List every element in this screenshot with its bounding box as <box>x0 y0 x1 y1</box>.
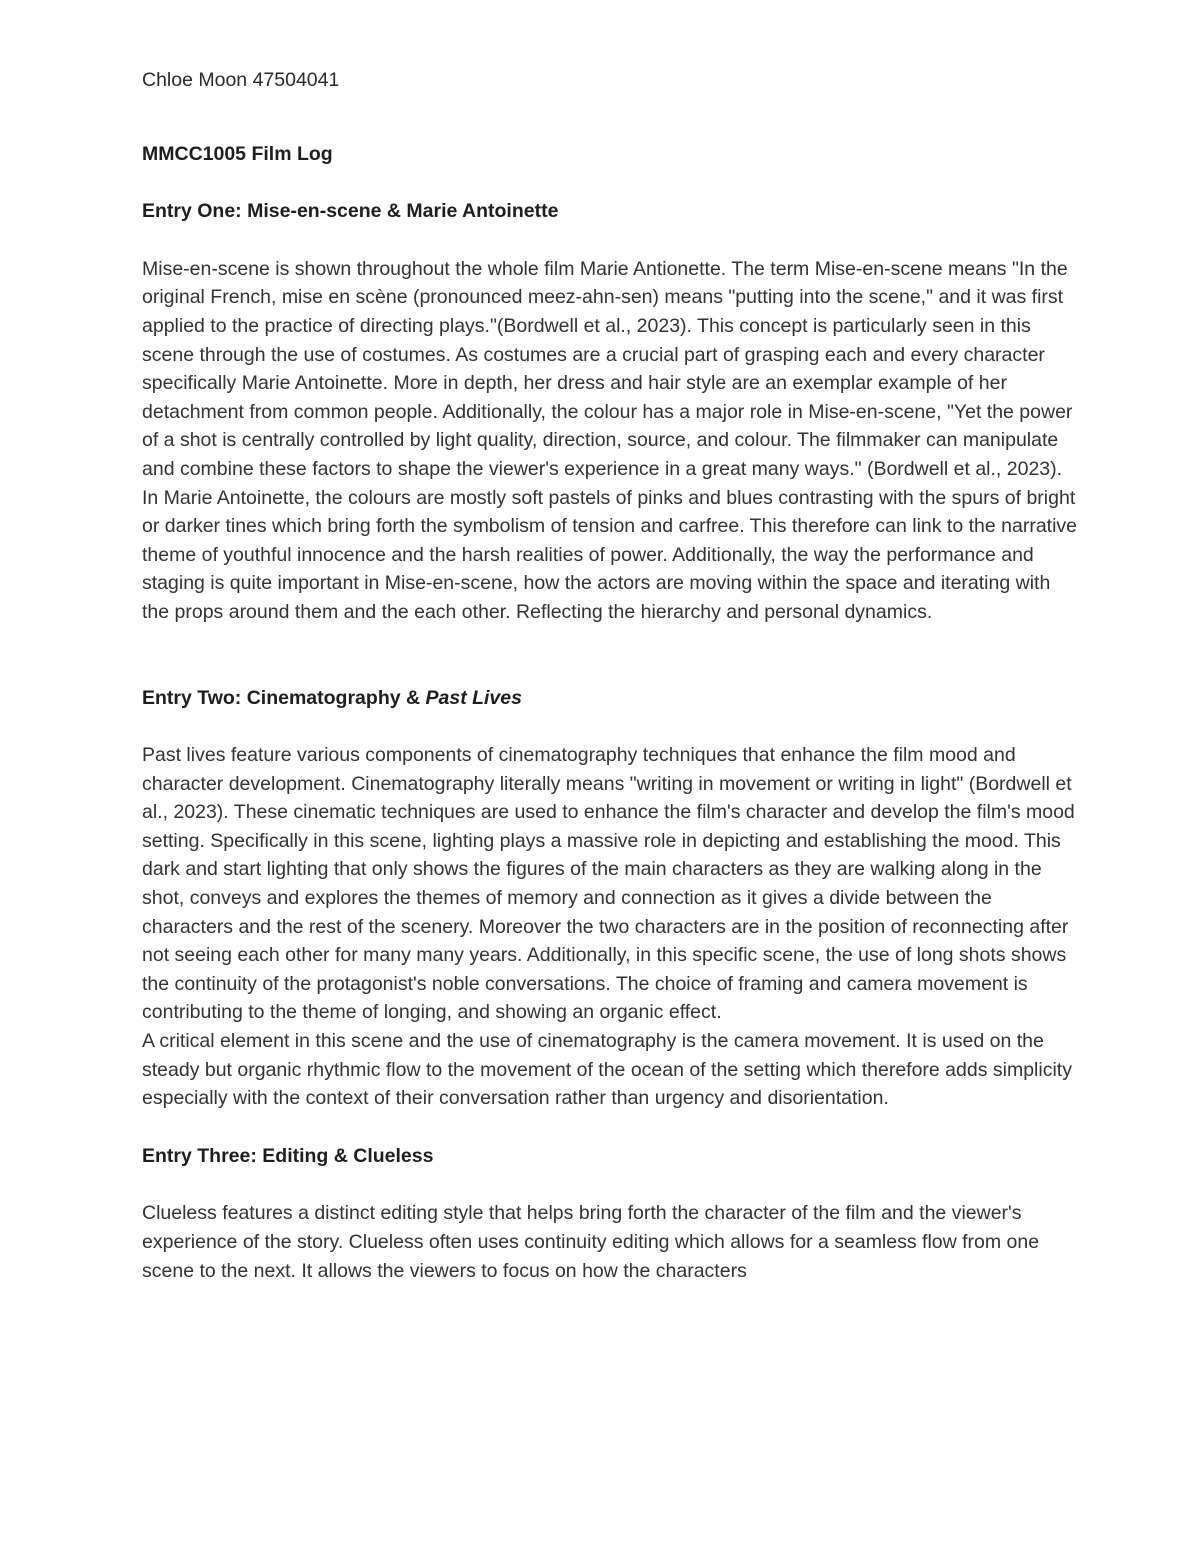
entry-two-heading-prefix: Entry Two: Cinematography & <box>142 686 426 709</box>
entry-three-paragraph: Clueless features a distinct editing style that helps bring forth the character of the film and the viewer's experience of the story. Clueless often uses continuity editing which allows for a seamless flow from one scene to the next. It allows the viewers to focus on how the characters <box>142 1202 1040 1282</box>
entry-one-paragraph: Mise-en-scene is shown throughout the whole film Marie Antionette. The term Mise-en-scene means "In the original French, mise en scène (pronounced meez-ahn-sen) means "putting into the scene," and it was first applied to the practice of directing plays."(Bordwell et al., 2023). This concept is particularly seen in this scene through the use of costumes. As costumes are a crucial part of grasping each and every character specifically Marie Antoinette. More in depth, her dress and hair style are an exemplar example of her detachment from common people. Additionally, the colour has a major role in Mise-en-scene, "Yet the power of a shot is centrally controlled by light quality, direction, source, and colour. The filmmaker can manipulate and combine these factors to shape the viewer's experience in a great many ways." (Bordwell et al., 2023). In Marie Antoinette, the colours are mostly soft pastels of pinks and blues contrasting with the spurs of bright or darker tines which bring forth the symbolism of tension and carfree. This therefore can link to the narrative theme of youthful innocence and the harsh realities of power. Additionally, the way the performance and staging is quite important in Mise-en-scene, how the actors are moving within the space and iterating with the props around them and the each other. Reflecting the hierarchy and personal dynamics. <box>142 257 1078 623</box>
document-title: MMCC1005 Film Log <box>142 142 333 165</box>
entry-three-heading: Entry Three: Editing & Clueless <box>142 1144 434 1167</box>
entry-two-paragraph-2: A critical element in this scene and the use of cinematography is the camera movement. It is used on the steady but organic rhythmic flow to the movement of the ocean of the setting which therefore adds simplicity especially with the context of their conversation rather than urgency and disorientation. <box>142 1030 1072 1110</box>
document-page <box>142 66 1082 1285</box>
entry-two-heading <box>142 684 1082 713</box>
entry-two-paragraph-1: Past lives feature various components of cinematography techniques that enhance the film mood and character development. Cinematography literally means "writing in movement or writing in light" (Bordwell et al., 2023). These cinematic techniques are used to enhance the film's character and develop the film's mood setting. Specifically in this scene, lighting plays a massive role in depicting and establishing the mood. This dark and start lighting that only shows the figures of the main characters as they are walking along in the shot, conveys and explores the themes of memory and connection as it gives a divide between the characters and the rest of the scenery. Moreover the two characters are in the position of reconnecting after not seeing each other for many many years. Additionally, in this specific scene, the use of long shots shows the continuity of the protagonist's noble conversations. The choice of framing and camera movement is contributing to the theme of longing, and showing an organic effect. <box>142 744 1075 1024</box>
entry-one-heading: Entry One: Mise-en-scene & Marie Antoinette <box>142 200 559 223</box>
entry-two-heading-film-title: Past Lives <box>425 686 522 709</box>
author-line: Chloe Moon 47504041 <box>142 69 340 91</box>
